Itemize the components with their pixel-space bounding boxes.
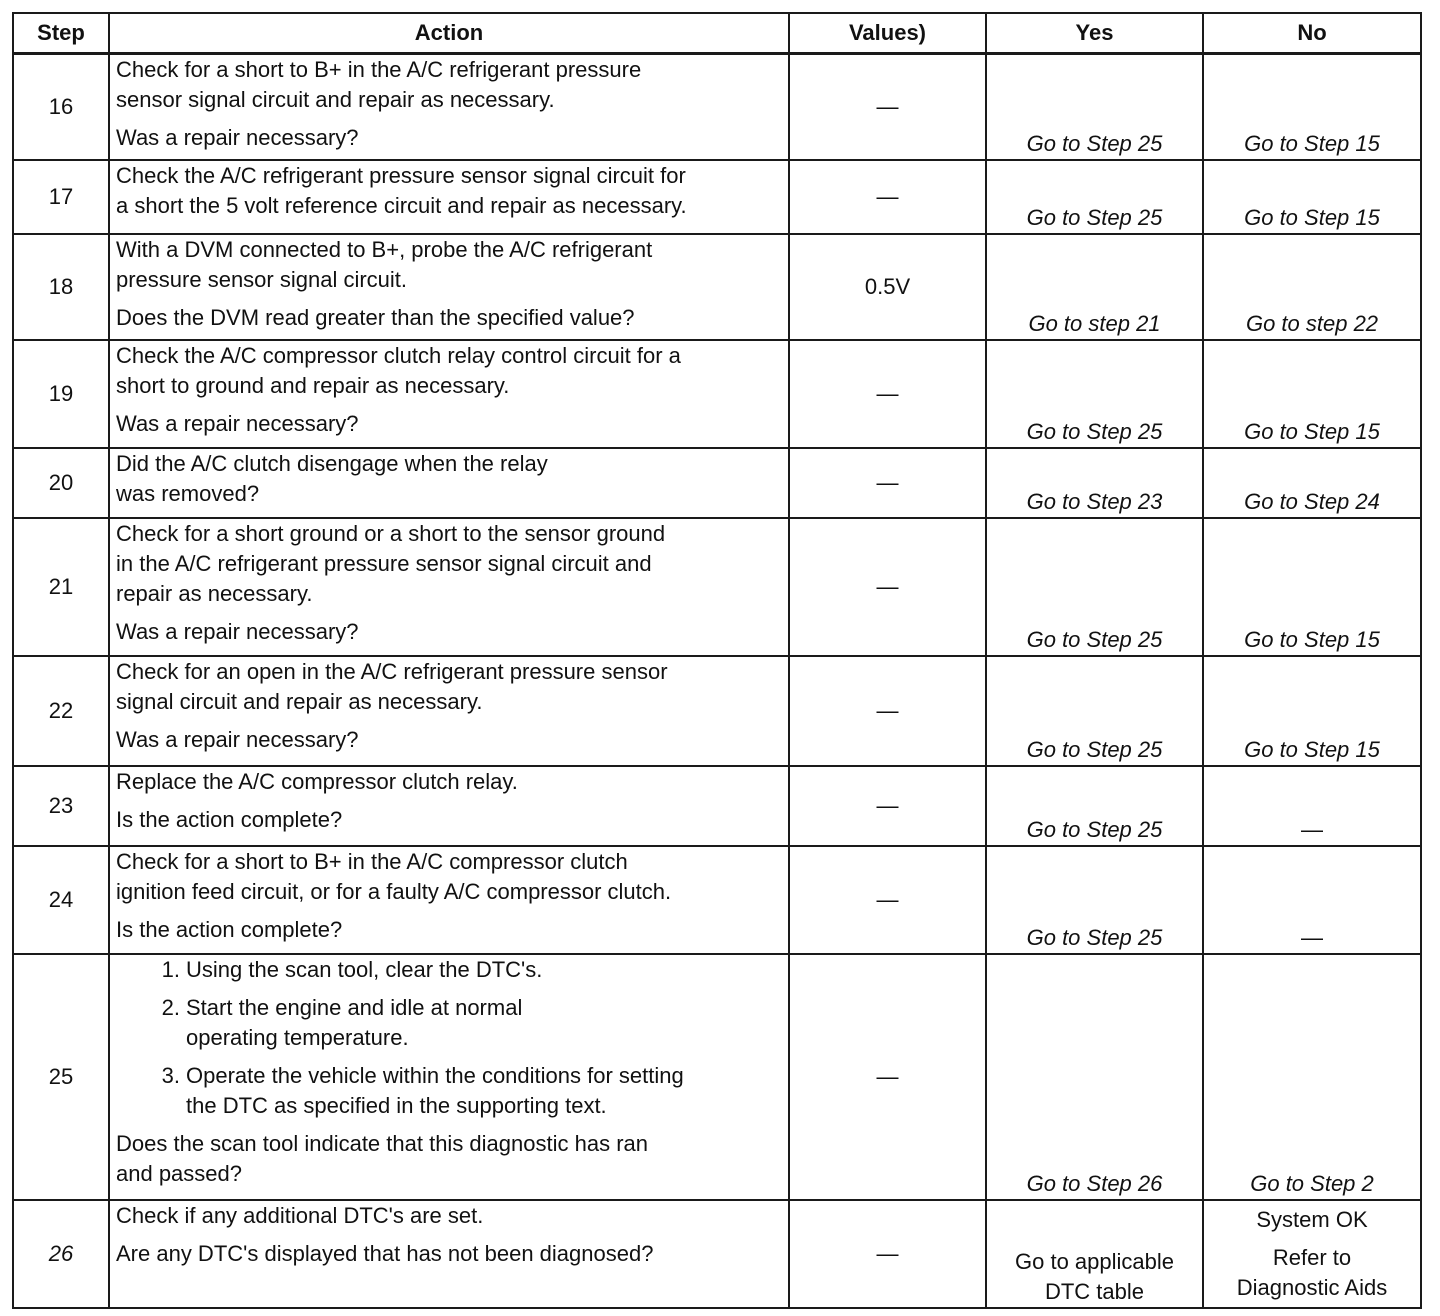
action-line: Check for an open in the A/C refrigerant pressure sensor bbox=[116, 658, 668, 684]
yes-line: DTC table bbox=[1044, 1278, 1145, 1304]
no-cell: Go to Step 15 bbox=[1203, 518, 1421, 656]
yes-cell: Go to Step 25 bbox=[986, 518, 1203, 656]
table-row-21 bbox=[13, 518, 1421, 656]
table-row-23 bbox=[13, 766, 1421, 846]
no-line: Diagnostic Aids bbox=[1236, 1274, 1388, 1300]
value-cell: — bbox=[789, 846, 986, 954]
no-cell: Go to Step 15 bbox=[1203, 160, 1421, 234]
value-cell: 0.5V bbox=[789, 234, 986, 340]
value-cell: — bbox=[789, 766, 986, 846]
no-cell: — bbox=[1203, 766, 1421, 846]
action-cell bbox=[109, 234, 789, 340]
yes-cell: Go to Step 25 bbox=[986, 340, 1203, 448]
no-cell: Go to Step 15 bbox=[1203, 656, 1421, 766]
yes-cell: Go to Step 25 bbox=[986, 766, 1203, 846]
list-item-number: 1. bbox=[161, 956, 180, 982]
action-line: in the A/C refrigerant pressure sensor signal circuit and bbox=[116, 550, 652, 576]
step-number: 20 bbox=[13, 448, 109, 518]
yes-cell: Go to Step 26 bbox=[986, 954, 1203, 1200]
action-line: was removed? bbox=[116, 480, 260, 506]
value-cell: — bbox=[789, 54, 986, 160]
step-number: 23 bbox=[13, 766, 109, 846]
step-number: 19 bbox=[13, 340, 109, 448]
step-number: 16 bbox=[13, 54, 109, 160]
value-cell: — bbox=[789, 954, 986, 1200]
action-line: sensor signal circuit and repair as necessary. bbox=[116, 87, 555, 112]
no-cell: Go to Step 2 bbox=[1203, 954, 1421, 1200]
list-item-text: Using the scan tool, clear the DTC's. bbox=[186, 956, 543, 982]
step-number: 26 bbox=[13, 1200, 109, 1308]
step-number: 18 bbox=[13, 234, 109, 340]
no-cell: Go to Step 24 bbox=[1203, 448, 1421, 518]
step-number: 24 bbox=[13, 846, 109, 954]
value-cell: — bbox=[789, 518, 986, 656]
action-cell bbox=[109, 54, 789, 160]
action-cell bbox=[109, 846, 789, 954]
step-number: 21 bbox=[13, 518, 109, 656]
action-cell bbox=[109, 448, 789, 518]
action-line: pressure sensor signal circuit. bbox=[116, 266, 408, 292]
action-line: ignition feed circuit, or for a faulty A/C compressor clutch. bbox=[116, 878, 672, 904]
value-cell: — bbox=[789, 1200, 986, 1308]
value-cell: — bbox=[789, 656, 986, 766]
table-row-20 bbox=[13, 448, 1421, 518]
action-line: Check if any additional DTC's are set. bbox=[116, 1202, 484, 1228]
action-question: Was a repair necessary? bbox=[116, 618, 359, 644]
action-question: Was a repair necessary? bbox=[116, 410, 359, 436]
list-item-text: Start the engine and idle at normal bbox=[186, 994, 523, 1020]
table-row-16 bbox=[13, 54, 1421, 160]
action-cell bbox=[109, 766, 789, 846]
action-cell bbox=[109, 954, 789, 1200]
list-item-number: 2. bbox=[161, 994, 180, 1020]
action-line: Check for a short to B+ in the A/C refrigerant pressure bbox=[116, 57, 642, 82]
action-line: Did the A/C clutch disengage when the relay bbox=[116, 450, 548, 476]
no-system-ok: System OK bbox=[1256, 1206, 1368, 1232]
list-item-text: operating temperature. bbox=[186, 1024, 409, 1050]
list-item bbox=[116, 955, 782, 985]
action-cell bbox=[109, 160, 789, 234]
action-question: Are any DTC's displayed that has not been diagnosed? bbox=[116, 1240, 654, 1266]
no-cell: Go to step 22 bbox=[1203, 234, 1421, 340]
header-yes: Yes bbox=[986, 13, 1203, 54]
action-line: Check the A/C compressor clutch relay control circuit for a bbox=[116, 342, 681, 368]
table-row-24 bbox=[13, 846, 1421, 954]
yes-cell: Go to Step 25 bbox=[986, 160, 1203, 234]
header-values: Values) bbox=[789, 13, 986, 54]
list-item-text: Operate the vehicle within the conditions for setting bbox=[186, 1062, 684, 1088]
list-item bbox=[116, 993, 782, 1053]
header-row bbox=[13, 13, 1421, 54]
action-question: Was a repair necessary? bbox=[116, 726, 359, 752]
action-line: Check for a short ground or a short to the sensor ground bbox=[116, 520, 666, 546]
action-line: signal circuit and repair as necessary. bbox=[116, 688, 483, 714]
no-cell bbox=[1203, 1200, 1421, 1308]
action-question: Is the action complete? bbox=[116, 916, 343, 942]
action-cell bbox=[109, 518, 789, 656]
header-step: Step bbox=[13, 13, 109, 54]
table-row-25 bbox=[13, 954, 1421, 1200]
action-question: Does the DVM read greater than the specified value? bbox=[116, 304, 635, 330]
yes-cell: Go to Step 25 bbox=[986, 54, 1203, 160]
list-item bbox=[116, 1061, 782, 1121]
action-question: Is the action complete? bbox=[116, 806, 343, 832]
value-cell: — bbox=[789, 448, 986, 518]
action-question: Was a repair necessary? bbox=[116, 125, 359, 150]
action-line: repair as necessary. bbox=[116, 580, 313, 606]
step-number: 25 bbox=[13, 954, 109, 1200]
step-number: 17 bbox=[13, 160, 109, 234]
list-item-text: the DTC as specified in the supporting text. bbox=[186, 1092, 607, 1118]
action-line: Check for a short to B+ in the A/C compressor clutch bbox=[116, 848, 628, 874]
no-cell: Go to Step 15 bbox=[1203, 54, 1421, 160]
no-cell: — bbox=[1203, 846, 1421, 954]
yes-cell: Go to Step 25 bbox=[986, 656, 1203, 766]
action-cell bbox=[109, 1200, 789, 1308]
table-row-18 bbox=[13, 234, 1421, 340]
yes-cell: Go to Step 25 bbox=[986, 846, 1203, 954]
table-row-17 bbox=[13, 160, 1421, 234]
table-row-19 bbox=[13, 340, 1421, 448]
header-no: No bbox=[1203, 13, 1421, 54]
yes-cell: Go to step 21 bbox=[986, 234, 1203, 340]
table-row-26 bbox=[13, 1200, 1421, 1308]
list-item-number: 3. bbox=[161, 1062, 180, 1088]
action-line: Check the A/C refrigerant pressure sensor signal circuit for bbox=[116, 162, 686, 188]
yes-line: Go to applicable bbox=[1015, 1248, 1174, 1274]
no-cell: Go to Step 15 bbox=[1203, 340, 1421, 448]
action-line: Replace the A/C compressor clutch relay. bbox=[116, 768, 518, 794]
no-line: Refer to bbox=[1272, 1244, 1352, 1270]
yes-cell bbox=[986, 1200, 1203, 1308]
action-line: short to ground and repair as necessary. bbox=[116, 372, 510, 398]
action-line: a short the 5 volt reference circuit and repair as necessary. bbox=[116, 192, 687, 218]
action-question: and passed? bbox=[116, 1160, 242, 1186]
action-cell bbox=[109, 340, 789, 448]
action-question: Does the scan tool indicate that this diagnostic has ran bbox=[116, 1130, 648, 1156]
step-number: 22 bbox=[13, 656, 109, 766]
yes-cell: Go to Step 23 bbox=[986, 448, 1203, 518]
value-cell: — bbox=[789, 340, 986, 448]
value-cell: — bbox=[789, 160, 986, 234]
table-row-22 bbox=[13, 656, 1421, 766]
diagnostic-table bbox=[12, 12, 1422, 1309]
action-line: With a DVM connected to B+, probe the A/C refrigerant bbox=[116, 236, 653, 262]
action-cell bbox=[109, 656, 789, 766]
header-action: Action bbox=[109, 13, 789, 54]
